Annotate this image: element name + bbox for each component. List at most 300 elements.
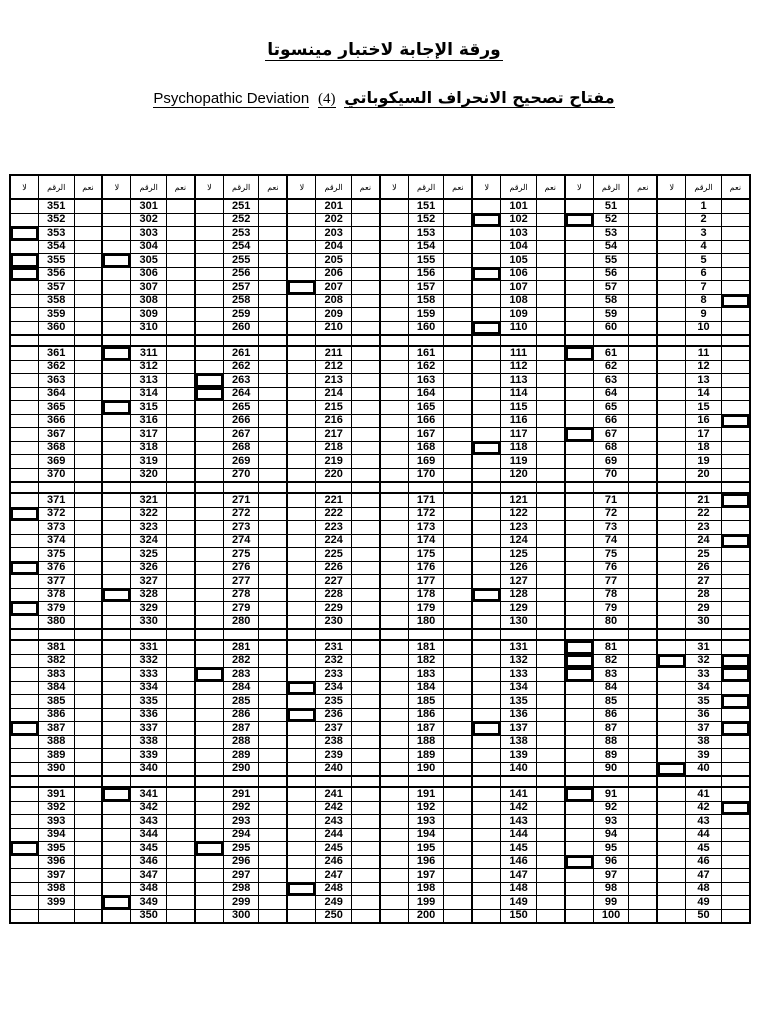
answer-no-cell	[287, 588, 315, 602]
answer-no-cell	[10, 668, 38, 682]
answer-yes-cell	[259, 668, 287, 682]
item-number: 203	[316, 227, 352, 241]
answer-yes-cell	[444, 281, 472, 295]
item-number: 157	[408, 281, 444, 295]
answer-yes-cell	[721, 828, 750, 842]
gap-cell	[102, 335, 130, 346]
answer-no-cell	[287, 735, 315, 749]
item-number: 33	[686, 668, 722, 682]
answer-no-cell	[657, 507, 685, 521]
answer-yes-cell	[721, 414, 750, 428]
answer-yes-cell	[351, 321, 379, 335]
table-row	[10, 762, 750, 776]
item-number: 355	[38, 254, 74, 268]
table-row	[10, 441, 750, 455]
answer-no-cell	[657, 308, 685, 322]
answer-yes-cell	[259, 815, 287, 829]
answer-no-cell	[565, 882, 593, 896]
gap-cell	[657, 776, 685, 787]
answer-yes-cell	[259, 414, 287, 428]
answer-no-cell	[195, 869, 223, 883]
answer-no-cell	[287, 561, 315, 575]
answer-no-cell	[657, 695, 685, 709]
answer-no-cell	[102, 815, 130, 829]
answer-yes-cell	[536, 654, 564, 668]
table-row	[10, 828, 750, 842]
answer-no-cell	[10, 695, 38, 709]
item-number: 335	[131, 695, 167, 709]
gap-cell	[102, 482, 130, 493]
answer-no-cell	[380, 321, 408, 335]
answer-yes-cell	[259, 240, 287, 254]
answer-no-cell	[472, 681, 500, 695]
answer-yes-cell	[351, 735, 379, 749]
item-number: 81	[593, 640, 629, 654]
answer-no-cell	[287, 521, 315, 535]
answer-no-cell	[380, 267, 408, 281]
answer-yes-cell	[536, 455, 564, 469]
answer-no-cell	[472, 534, 500, 548]
item-number: 86	[593, 708, 629, 722]
item-number: 138	[501, 735, 537, 749]
item-number: 325	[131, 548, 167, 562]
item-number: 235	[316, 695, 352, 709]
table-row	[10, 321, 750, 335]
gap-cell	[166, 776, 194, 787]
answer-yes-cell	[444, 575, 472, 589]
answer-no-cell	[657, 882, 685, 896]
item-number: 331	[131, 640, 167, 654]
answer-yes-cell	[629, 762, 657, 776]
item-number: 264	[223, 387, 259, 401]
answer-no-cell	[657, 668, 685, 682]
item-number: 197	[408, 869, 444, 883]
answer-no-cell	[472, 468, 500, 482]
item-number: 149	[501, 896, 537, 910]
answer-yes-cell	[444, 588, 472, 602]
item-number: 89	[593, 749, 629, 763]
item-number: 184	[408, 681, 444, 695]
table-row	[10, 240, 750, 254]
answer-no-cell	[102, 455, 130, 469]
header-number: الرقم	[686, 175, 722, 199]
item-number: 257	[223, 281, 259, 295]
answer-no-cell	[195, 801, 223, 815]
answer-yes-cell	[74, 346, 102, 360]
item-number: 322	[131, 507, 167, 521]
answer-no-cell	[10, 360, 38, 374]
answer-no-cell	[380, 735, 408, 749]
answer-yes-cell	[536, 428, 564, 442]
answer-no-cell	[287, 374, 315, 388]
item-number: 176	[408, 561, 444, 575]
answer-no-cell	[565, 801, 593, 815]
gap-cell	[287, 482, 315, 493]
item-number: 313	[131, 374, 167, 388]
answer-yes-cell	[444, 534, 472, 548]
answer-no-cell	[657, 909, 685, 923]
answer-yes-cell	[351, 374, 379, 388]
answer-yes-cell	[166, 548, 194, 562]
answer-no-cell	[565, 828, 593, 842]
answer-no-cell	[472, 695, 500, 709]
answer-yes-cell	[351, 387, 379, 401]
item-number: 323	[131, 521, 167, 535]
table-row	[10, 602, 750, 616]
gap-cell	[316, 776, 352, 787]
answer-no-cell	[380, 254, 408, 268]
answer-yes-cell	[259, 548, 287, 562]
item-number: 43	[686, 815, 722, 829]
item-number: 105	[501, 254, 537, 268]
answer-yes-cell	[74, 640, 102, 654]
item-number: 46	[686, 855, 722, 869]
item-number: 5	[686, 254, 722, 268]
answer-no-cell	[10, 493, 38, 507]
item-number: 59	[593, 308, 629, 322]
answer-yes-cell	[629, 749, 657, 763]
item-number: 361	[38, 346, 74, 360]
answer-yes-cell	[259, 896, 287, 910]
answer-yes-cell	[259, 374, 287, 388]
answer-yes-cell	[166, 387, 194, 401]
table-row	[10, 855, 750, 869]
answer-yes-cell	[536, 787, 564, 801]
answer-yes-cell	[74, 308, 102, 322]
answer-no-cell	[10, 455, 38, 469]
answer-yes-cell	[74, 254, 102, 268]
item-number: 56	[593, 267, 629, 281]
answer-yes-cell	[444, 896, 472, 910]
answer-no-cell	[565, 227, 593, 241]
answer-no-cell	[195, 602, 223, 616]
answer-yes-cell	[629, 548, 657, 562]
answer-no-cell	[102, 428, 130, 442]
answer-yes-cell	[629, 575, 657, 589]
answer-no-cell	[380, 842, 408, 856]
header-no: لا	[657, 175, 685, 199]
answer-no-cell	[195, 227, 223, 241]
item-number: 314	[131, 387, 167, 401]
answer-yes-cell	[166, 493, 194, 507]
answer-no-cell	[102, 708, 130, 722]
gap-cell	[166, 335, 194, 346]
header-yes: نعم	[536, 175, 564, 199]
item-number: 162	[408, 360, 444, 374]
header-number: الرقم	[593, 175, 629, 199]
item-number: 271	[223, 493, 259, 507]
answer-yes-cell	[629, 722, 657, 736]
gap-cell	[593, 629, 629, 640]
answer-key-table	[9, 174, 751, 924]
answer-no-cell	[472, 374, 500, 388]
item-number: 254	[223, 240, 259, 254]
item-number: 265	[223, 401, 259, 415]
answer-yes-cell	[629, 787, 657, 801]
item-number: 99	[593, 896, 629, 910]
answer-yes-cell	[444, 654, 472, 668]
answer-yes-cell	[629, 254, 657, 268]
item-number: 391	[38, 787, 74, 801]
answer-yes-cell	[629, 360, 657, 374]
answer-no-cell	[287, 441, 315, 455]
answer-no-cell	[657, 842, 685, 856]
answer-no-cell	[657, 401, 685, 415]
item-number: 285	[223, 695, 259, 709]
table-row	[10, 909, 750, 923]
item-number: 21	[686, 493, 722, 507]
answer-yes-cell	[629, 882, 657, 896]
answer-no-cell	[287, 575, 315, 589]
answer-no-cell	[195, 762, 223, 776]
item-number: 260	[223, 321, 259, 335]
answer-yes-cell	[629, 640, 657, 654]
answer-no-cell	[102, 654, 130, 668]
header-no: لا	[380, 175, 408, 199]
item-number: 348	[131, 882, 167, 896]
gap-cell	[686, 776, 722, 787]
table-row	[10, 401, 750, 415]
answer-yes-cell	[444, 615, 472, 629]
item-number: 169	[408, 455, 444, 469]
item-number: 327	[131, 575, 167, 589]
answer-yes-cell	[74, 240, 102, 254]
answer-no-cell	[287, 654, 315, 668]
item-number: 395	[38, 842, 74, 856]
item-number: 263	[223, 374, 259, 388]
item-number: 188	[408, 735, 444, 749]
header-yes: نعم	[351, 175, 379, 199]
answer-no-cell	[10, 548, 38, 562]
answer-no-cell	[380, 695, 408, 709]
item-number: 318	[131, 441, 167, 455]
answer-no-cell	[380, 387, 408, 401]
answer-no-cell	[287, 762, 315, 776]
answer-no-cell	[287, 199, 315, 213]
item-number: 154	[408, 240, 444, 254]
answer-no-cell	[657, 869, 685, 883]
answer-yes-cell	[74, 360, 102, 374]
answer-no-cell	[287, 507, 315, 521]
answer-yes-cell	[444, 428, 472, 442]
answer-no-cell	[472, 227, 500, 241]
answer-yes-cell	[629, 735, 657, 749]
answer-yes-cell	[629, 374, 657, 388]
subtitle-english: Psychopathic Deviation	[153, 90, 310, 107]
answer-no-cell	[102, 387, 130, 401]
item-number: 39	[686, 749, 722, 763]
item-number: 137	[501, 722, 537, 736]
item-number: 117	[501, 428, 537, 442]
answer-yes-cell	[74, 548, 102, 562]
gap-cell	[501, 629, 537, 640]
item-number: 120	[501, 468, 537, 482]
answer-yes-cell	[536, 842, 564, 856]
answer-yes-cell	[74, 735, 102, 749]
answer-yes-cell	[74, 267, 102, 281]
answer-yes-cell	[74, 602, 102, 616]
item-number: 187	[408, 722, 444, 736]
answer-no-cell	[10, 534, 38, 548]
table-header-row	[10, 175, 750, 199]
item-number: 244	[316, 828, 352, 842]
item-number: 128	[501, 588, 537, 602]
answer-yes-cell	[444, 240, 472, 254]
item-number: 79	[593, 602, 629, 616]
answer-no-cell	[10, 387, 38, 401]
gap-cell	[686, 482, 722, 493]
item-number: 62	[593, 360, 629, 374]
answer-yes-cell	[629, 695, 657, 709]
item-number: 193	[408, 815, 444, 829]
answer-no-cell	[565, 815, 593, 829]
item-number: 134	[501, 681, 537, 695]
item-number: 40	[686, 762, 722, 776]
answer-no-cell	[287, 240, 315, 254]
answer-no-cell	[287, 695, 315, 709]
item-number: 374	[38, 534, 74, 548]
answer-no-cell	[10, 521, 38, 535]
answer-no-cell	[380, 493, 408, 507]
item-number: 133	[501, 668, 537, 682]
item-number: 213	[316, 374, 352, 388]
answer-no-cell	[472, 749, 500, 763]
answer-yes-cell	[536, 294, 564, 308]
answer-yes-cell	[259, 681, 287, 695]
item-number: 333	[131, 668, 167, 682]
item-number: 55	[593, 254, 629, 268]
item-number: 372	[38, 507, 74, 521]
answer-no-cell	[10, 869, 38, 883]
answer-yes-cell	[351, 534, 379, 548]
gap-cell	[10, 335, 38, 346]
answer-yes-cell	[166, 213, 194, 227]
answer-no-cell	[565, 321, 593, 335]
item-number: 7	[686, 281, 722, 295]
item-number	[38, 909, 74, 923]
table-row	[10, 735, 750, 749]
header-number: الرقم	[408, 175, 444, 199]
item-number: 168	[408, 441, 444, 455]
answer-yes-cell	[536, 735, 564, 749]
answer-yes-cell	[444, 640, 472, 654]
answer-no-cell	[10, 346, 38, 360]
table-row	[10, 414, 750, 428]
item-number: 160	[408, 321, 444, 335]
answer-no-cell	[380, 787, 408, 801]
item-number: 94	[593, 828, 629, 842]
answer-no-cell	[287, 227, 315, 241]
answer-yes-cell	[74, 441, 102, 455]
item-number: 35	[686, 695, 722, 709]
answer-no-cell	[657, 281, 685, 295]
answer-no-cell	[472, 668, 500, 682]
answer-no-cell	[472, 401, 500, 415]
item-number: 189	[408, 749, 444, 763]
item-number: 47	[686, 869, 722, 883]
table-row	[10, 374, 750, 388]
answer-yes-cell	[166, 640, 194, 654]
answer-yes-cell	[259, 199, 287, 213]
item-number: 150	[501, 909, 537, 923]
item-number: 294	[223, 828, 259, 842]
answer-no-cell	[102, 213, 130, 227]
answer-yes-cell	[536, 240, 564, 254]
answer-no-cell	[380, 722, 408, 736]
answer-no-cell	[565, 708, 593, 722]
answer-yes-cell	[444, 602, 472, 616]
answer-no-cell	[565, 640, 593, 654]
answer-no-cell	[472, 254, 500, 268]
answer-no-cell	[195, 668, 223, 682]
answer-no-cell	[287, 428, 315, 442]
answer-yes-cell	[721, 801, 750, 815]
answer-no-cell	[472, 561, 500, 575]
answer-no-cell	[102, 801, 130, 815]
item-number: 77	[593, 575, 629, 589]
answer-yes-cell	[629, 602, 657, 616]
answer-no-cell	[657, 681, 685, 695]
answer-yes-cell	[536, 254, 564, 268]
answer-no-cell	[10, 428, 38, 442]
item-number: 8	[686, 294, 722, 308]
answer-yes-cell	[166, 507, 194, 521]
answer-no-cell	[102, 548, 130, 562]
answer-yes-cell	[351, 575, 379, 589]
answer-yes-cell	[721, 640, 750, 654]
gap-cell	[131, 482, 167, 493]
answer-no-cell	[102, 321, 130, 335]
gap-cell	[501, 776, 537, 787]
answer-no-cell	[195, 708, 223, 722]
answer-no-cell	[472, 346, 500, 360]
answer-yes-cell	[74, 227, 102, 241]
gap-cell	[444, 776, 472, 787]
item-number: 273	[223, 521, 259, 535]
answer-yes-cell	[721, 534, 750, 548]
item-number: 3	[686, 227, 722, 241]
table-row	[10, 801, 750, 815]
answer-no-cell	[565, 722, 593, 736]
answer-yes-cell	[259, 254, 287, 268]
answer-yes-cell	[351, 801, 379, 815]
item-number: 182	[408, 654, 444, 668]
answer-no-cell	[380, 401, 408, 415]
item-number: 228	[316, 588, 352, 602]
answer-yes-cell	[351, 240, 379, 254]
answer-yes-cell	[259, 575, 287, 589]
answer-no-cell	[472, 654, 500, 668]
item-number: 319	[131, 455, 167, 469]
table-row	[10, 227, 750, 241]
gap-cell	[102, 776, 130, 787]
answer-no-cell	[10, 909, 38, 923]
answer-no-cell	[195, 588, 223, 602]
answer-yes-cell	[629, 654, 657, 668]
item-number: 2	[686, 213, 722, 227]
item-number: 17	[686, 428, 722, 442]
answer-yes-cell	[721, 267, 750, 281]
answer-yes-cell	[351, 254, 379, 268]
answer-yes-cell	[536, 869, 564, 883]
gap-cell	[629, 335, 657, 346]
answer-no-cell	[380, 588, 408, 602]
item-number: 174	[408, 534, 444, 548]
item-number: 171	[408, 493, 444, 507]
gap-cell	[351, 776, 379, 787]
answer-no-cell	[565, 787, 593, 801]
gap-cell	[472, 482, 500, 493]
